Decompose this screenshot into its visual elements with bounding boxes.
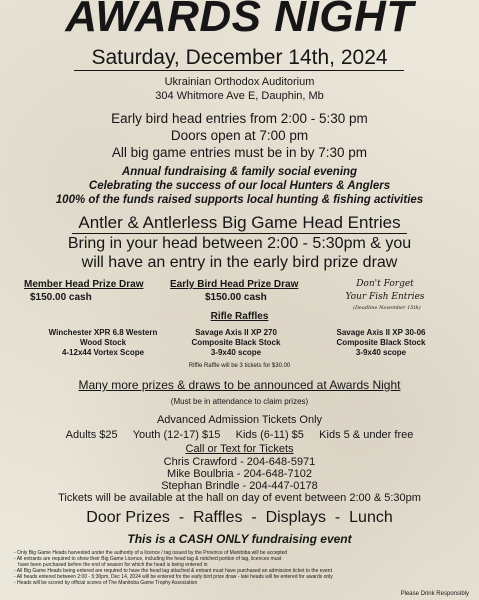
attendance-note: (Must be in attendance to claim prizes) [170,397,309,406]
rifle-model: Savage Axis II XP 270 [195,328,277,337]
rifle-raffles-heading: Rifle Raffles [210,311,269,322]
rifle-scope: 4-12x44 Vortex Scope [61,348,145,357]
early-prize-value: $150.00 cash [205,292,267,303]
fine-print-line: - Heads will be scored by official scores of The Manitoba Game Trophy Association [14,580,198,586]
rifle-savage-30-06 [316,328,446,358]
admission-prices: Adults $25 Youth (12-17) $15 Kids (6-11) $5 Kids 5 & under free [65,429,414,441]
rifle-winchester [28,328,178,358]
fine-print-line: - Only Big Game Heads harvested under the authority of a licence / tag issued by the Province of Manitoba will be accepted [14,550,288,556]
date-underline [74,70,404,71]
member-prize-value: $150.00 cash [30,292,92,303]
advance-tickets-heading: Advanced Admission Tickets Only [156,414,323,426]
venue-name: Ukrainian Orthodox Auditorium [164,76,315,88]
rifle-model: Savage Axis II XP 30-06 [336,328,426,337]
tickets-availability: Tickets will be available at the hall on day of event between 2:00 & 5:30pm [58,492,421,504]
rifle-stock: Composite Black Stock [336,338,426,347]
bring-line-2: will have an entry in the early bird prize draw [81,254,398,271]
rifle-savage-270 [171,328,301,358]
tagline-celebrating: Celebrating the success of our local Hunters & Anglers [88,180,391,192]
contact-chris: Chris Crawford - 204-648-5971 [163,456,316,468]
fine-print-line: have been purchased before the end of season for which the head is being entered in [14,562,208,568]
entries-deadline-time: All big game entries must be in by 7:30 pm [111,145,368,160]
entries-underline [72,233,407,234]
entries-heading: Antler & Antlerless Big Game Head Entries [78,213,401,232]
event-features: Door Prizes - Raffles - Displays - Lunch [86,509,393,526]
doors-open-time: Doors open at 7:00 pm [170,128,309,143]
tagline-funds: 100% of the funds raised supports local hunting & fishing activities [55,194,424,206]
rifle-raffle-note: Riffle Raffle will be 3 tickets for $30.00 [188,363,291,369]
fish-reminder-line1: Don't Forget [356,279,414,289]
fine-print-line: - All Big Game Heads being entered are required to have the head tag attached & entrant must have purchased an admission ticket to the event [14,568,332,574]
rifle-scope: 3-9x40 scope [210,348,262,357]
call-text-heading: Call or Text for Tickets [185,443,294,455]
fish-reminder-line2: Your Fish Entries [345,292,425,302]
fine-print-line: - All heads entered between 2:00 - 5:30pm, Dec 14, 2024 will be entered for the early bird prize draw - late heads will be entered for awards only [14,574,333,580]
early-prize-label: Early Bird Head Prize Draw [170,279,299,290]
member-prize-label: Member Head Prize Draw [24,279,144,290]
rifle-scope: 3-9x40 scope [355,348,407,357]
more-prizes: Many more prizes & draws to be announced at Awards Night [78,378,401,392]
venue-address: 304 Whitmore Ave E, Dauphin, Mb [155,90,324,102]
cash-only-notice: This is a CASH ONLY fundraising event [127,532,352,546]
event-title: AWARDS NIGHT [65,0,414,41]
event-date: Saturday, December 14th, 2024 [91,46,388,69]
contact-mike: Mike Boulbria - 204-648-7102 [167,468,312,480]
tagline-fundraising: Annual fundraising & family social evening [121,166,358,178]
rifle-stock: Wood Stock [79,338,127,347]
rifle-model: Winchester XPR 6.8 Western [48,328,158,337]
fine-print-line: - All entrants are required to show their Big Game Licence, including the head tag & notched portion of tag, licences must [14,556,282,562]
fish-deadline: (Deadline November 15th) [353,305,421,311]
bring-line-1: Bring in your head between 2:00 - 5:30pm & you [67,235,412,252]
rifle-stock: Composite Black Stock [191,338,281,347]
contact-stephan: Stephan Brindle - 204-447-0178 [161,480,318,492]
drink-responsibly-note: Please Drink Responsibly [400,591,469,597]
early-bird-time: Early bird head entries from 2:00 - 5:30 pm [111,111,368,126]
